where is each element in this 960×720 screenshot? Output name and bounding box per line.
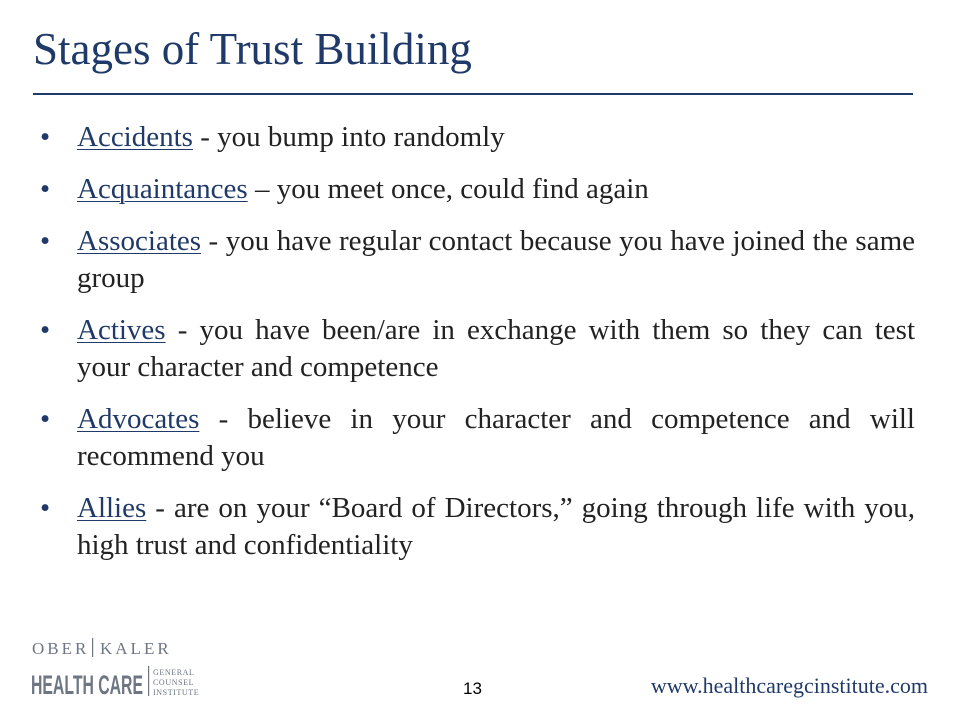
bullet-text: – you meet once, could find again: [247, 173, 649, 205]
bullet-term-link[interactable]: Allies: [77, 492, 147, 524]
title-underline-rule: [33, 93, 913, 95]
ober-kaler-logo: [30, 634, 200, 700]
bullet-item-accidents: [40, 119, 915, 156]
logo-divider: [92, 638, 93, 657]
logo-ober-text: OBER: [32, 639, 90, 658]
bullet-term-link[interactable]: Advocates: [77, 403, 200, 435]
bullet-text: - are on your “Board of Directors,” going through life with you, high trust and confidentiality: [77, 492, 915, 561]
bullet-text: - you have regular contact because you have joined the same group: [77, 225, 915, 294]
bullet-text: - you bump into randomly: [192, 121, 505, 153]
bullet-item-acquaintances: [40, 171, 915, 208]
website-url[interactable]: www.healthcaregcinstitute.com: [650, 673, 928, 698]
bullet-list: [40, 119, 915, 564]
logo-kaler-text: KALER: [100, 639, 172, 658]
bullet-term-link[interactable]: Accidents: [77, 121, 193, 153]
bullet-dot-icon: •: [40, 492, 51, 524]
bullet-dot-icon: •: [40, 225, 51, 257]
bullet-dot-icon: •: [40, 121, 51, 153]
bullet-term-link[interactable]: Associates: [77, 225, 202, 257]
bullet-text: - believe in your character and competence and will recommend you: [77, 403, 915, 472]
bullet-term-link[interactable]: Acquaintances: [77, 173, 248, 205]
bullet-dot-icon: •: [40, 173, 51, 205]
logo-institute-text: INSTITUTE: [153, 688, 200, 697]
logo-general-text: GENERAL: [153, 668, 195, 677]
bullet-item-allies: [40, 490, 915, 564]
logo-health-care-text: HEALTH CARE: [31, 670, 143, 700]
bullet-dot-icon: •: [40, 314, 51, 346]
bullet-text: - you have been/are in exchange with them so they can test your character and competence: [77, 314, 915, 383]
logo-divider: [148, 666, 149, 696]
bullet-item-actives: [40, 312, 915, 386]
bullet-term-link[interactable]: Actives: [77, 314, 166, 346]
logo-counsel-text: COUNSEL: [153, 678, 195, 687]
slide-title: Stages of Trust Building: [33, 24, 472, 74]
bullet-item-advocates: [40, 401, 915, 475]
bullet-dot-icon: •: [40, 403, 51, 435]
bullet-item-associates: [40, 223, 915, 297]
page-number: 13: [463, 679, 482, 698]
